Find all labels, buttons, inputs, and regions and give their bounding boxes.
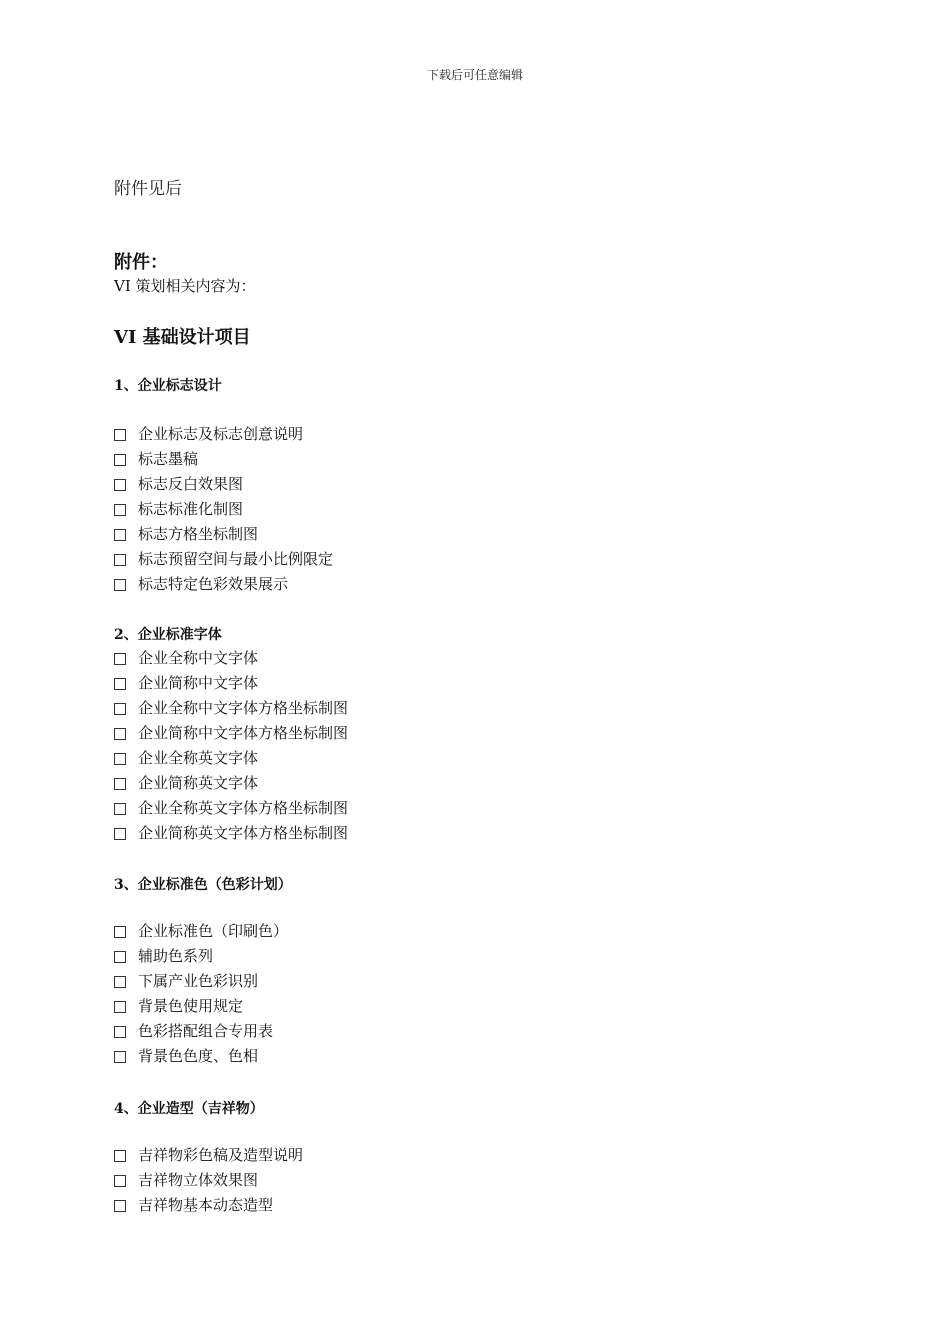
checkbox-icon[interactable] (114, 976, 126, 988)
checkbox-icon[interactable] (114, 653, 126, 665)
list-item (114, 1170, 303, 1195)
list-item (114, 996, 288, 1021)
checkbox-icon[interactable] (114, 504, 126, 516)
attachment-title: 附件： (114, 252, 168, 273)
list-item-label: 标志预留空间与最小比例限定 (138, 550, 334, 568)
checkbox-icon[interactable] (114, 1026, 126, 1038)
section-list-typeface (114, 648, 348, 848)
checkbox-icon[interactable] (114, 429, 126, 441)
list-item (114, 1046, 288, 1071)
section-list-mascot (114, 1145, 303, 1220)
list-item (114, 946, 288, 971)
list-item-label: 企业简称英文字体方格坐标制图 (138, 824, 349, 842)
list-item-label: 辅助色系列 (138, 947, 214, 965)
list-item (114, 648, 348, 673)
list-item-label: 企业简称英文字体 (138, 774, 259, 792)
checkbox-icon[interactable] (114, 778, 126, 790)
list-item-label: 吉祥物立体效果图 (138, 1171, 259, 1189)
list-item-label: 标志标准化制图 (138, 500, 244, 518)
checkbox-icon[interactable] (114, 1150, 126, 1162)
list-item (114, 823, 348, 848)
checkbox-icon[interactable] (114, 753, 126, 765)
list-item (114, 971, 288, 996)
list-item (114, 499, 333, 524)
section-list-color (114, 921, 288, 1071)
checkbox-icon[interactable] (114, 1175, 126, 1187)
checkbox-icon[interactable] (114, 926, 126, 938)
list-item-label: 标志墨稿 (138, 450, 199, 468)
list-item (114, 698, 348, 723)
checkbox-icon[interactable] (114, 1001, 126, 1013)
main-heading: VI 基础设计项目 (114, 327, 251, 348)
list-item (114, 574, 333, 599)
list-item (114, 773, 348, 798)
list-item-label: 背景色色度、色相 (138, 1047, 259, 1065)
list-item (114, 921, 288, 946)
list-item-label: 标志方格坐标制图 (138, 525, 259, 543)
list-item (114, 673, 348, 698)
section-list-logo (114, 424, 333, 599)
list-item-label: 下属产业色彩识别 (138, 972, 259, 990)
list-item-label: 企业全称中文字体方格坐标制图 (138, 699, 349, 717)
list-item (114, 798, 348, 823)
attachment-description: VI 策划相关内容为： (114, 277, 256, 295)
list-item-label: 标志特定色彩效果展示 (138, 575, 289, 593)
checkbox-icon[interactable] (114, 579, 126, 591)
checkbox-icon[interactable] (114, 678, 126, 690)
checkbox-icon[interactable] (114, 828, 126, 840)
list-item (114, 449, 333, 474)
list-item-label: 企业标志及标志创意说明 (138, 425, 304, 443)
list-item (114, 474, 333, 499)
page-header: 下载后可任意编辑 (426, 68, 523, 82)
section-title-logo: 1、企业标志设计 (114, 378, 222, 394)
list-item (114, 549, 333, 574)
list-item-label: 企业简称中文字体 (138, 674, 259, 692)
checkbox-icon[interactable] (114, 479, 126, 491)
checkbox-icon[interactable] (114, 529, 126, 541)
checkbox-icon[interactable] (114, 554, 126, 566)
checkbox-icon[interactable] (114, 1051, 126, 1063)
checkbox-icon[interactable] (114, 803, 126, 815)
section-title-typeface: 2、企业标准字体 (114, 627, 222, 643)
checkbox-icon[interactable] (114, 951, 126, 963)
checkbox-icon[interactable] (114, 454, 126, 466)
attachment-note: 附件见后 (114, 179, 182, 199)
list-item (114, 1145, 303, 1170)
list-item-label: 吉祥物彩色稿及造型说明 (138, 1146, 304, 1164)
list-item (114, 723, 348, 748)
list-item (114, 424, 333, 449)
list-item (114, 1195, 303, 1220)
checkbox-icon[interactable] (114, 1200, 126, 1212)
list-item-label: 企业标准色（印刷色） (138, 922, 289, 940)
list-item-label: 吉祥物基本动态造型 (138, 1196, 274, 1214)
section-title-color: 3、企业标准色（色彩计划） (114, 877, 292, 893)
list-item (114, 1021, 288, 1046)
checkbox-icon[interactable] (114, 728, 126, 740)
list-item-label: 标志反白效果图 (138, 475, 244, 493)
list-item (114, 524, 333, 549)
list-item-label: 企业全称英文字体 (138, 749, 259, 767)
list-item-label: 企业简称中文字体方格坐标制图 (138, 724, 349, 742)
list-item-label: 企业全称英文字体方格坐标制图 (138, 799, 349, 817)
list-item-label: 企业全称中文字体 (138, 649, 259, 667)
list-item-label: 背景色使用规定 (138, 997, 244, 1015)
list-item (114, 748, 348, 773)
section-title-mascot: 4、企业造型（吉祥物） (114, 1101, 264, 1117)
checkbox-icon[interactable] (114, 703, 126, 715)
list-item-label: 色彩搭配组合专用表 (138, 1022, 274, 1040)
